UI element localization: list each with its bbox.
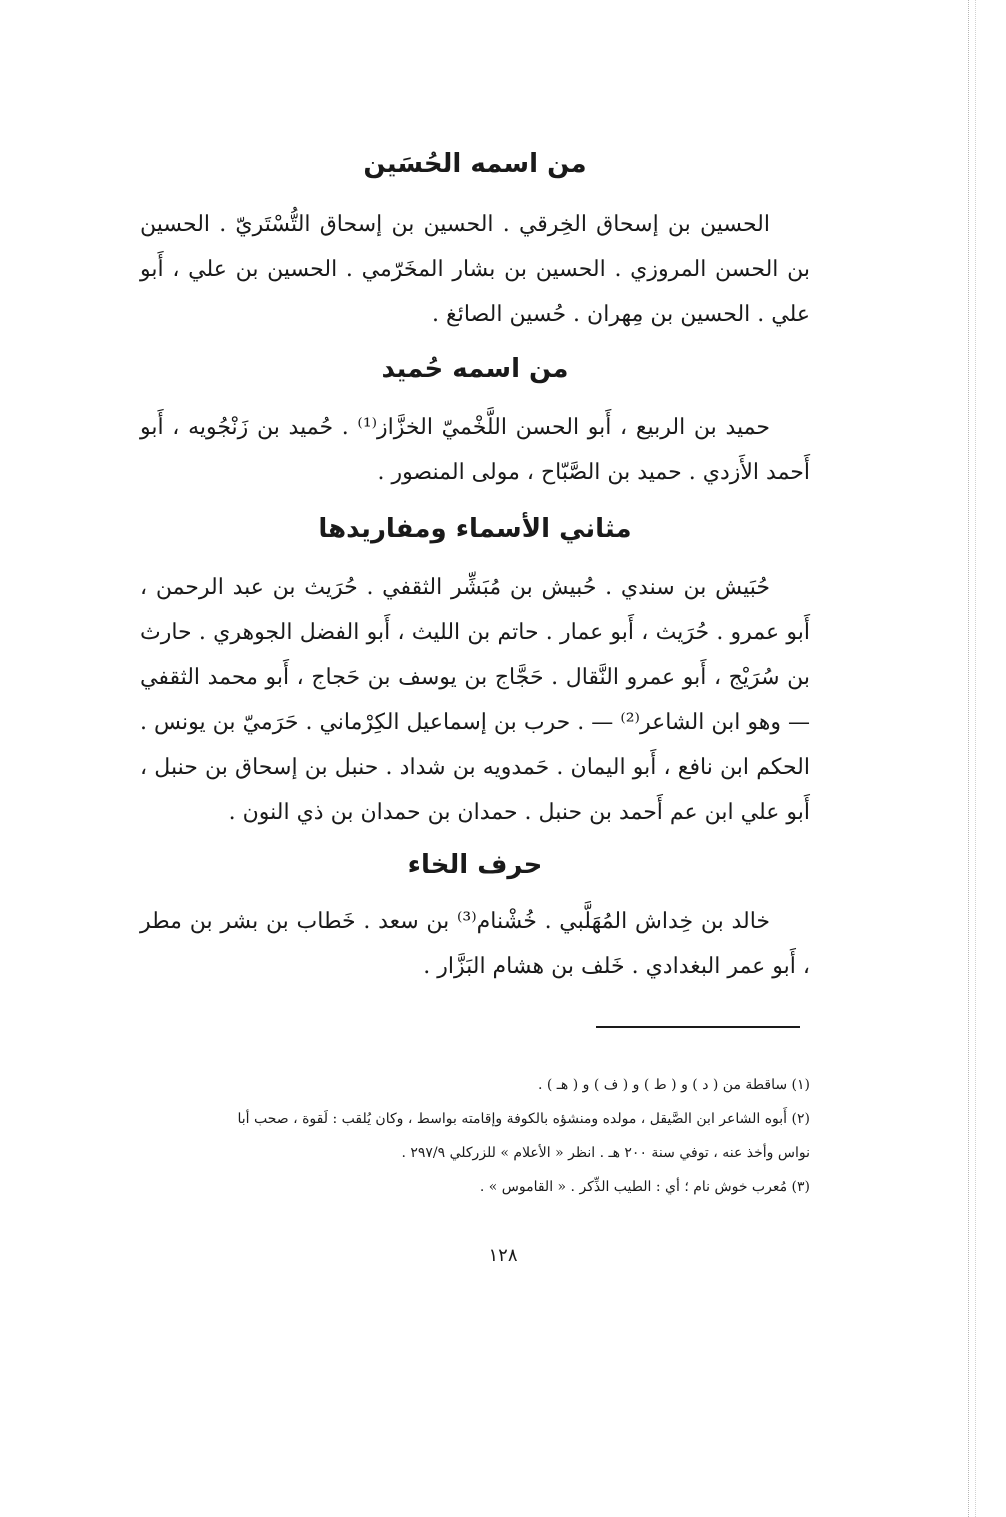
page-number: ١٢٨	[488, 1245, 518, 1266]
page-edge-line	[968, 0, 969, 1517]
section-text-humayd: حميد بن الربيع ، أَبو الحسن اللَّخْميّ الخزَّاز⁽¹⁾ . حُميد بن زَنْجُويه ، أَبو أَحمد الأَزدي . حميد بن الصَّبّاح ، مولى المنصور .	[140, 415, 810, 485]
section-heading-kha: حرف الخاء	[407, 850, 543, 880]
section-heading-husayn: من اسمه الحُسَين	[363, 149, 587, 179]
footnote-2-continuation: نواس وأخذ عنه ، توفي سنة ٢٠٠ هـ . انظر « الأعلام » للزركلي ٢٩٧/٩ .	[401, 1145, 810, 1161]
page-edge-line-secondary	[975, 0, 976, 1517]
section-text-husayn: الحسين بن إسحاق الخِرقي . الحسين بن إسحاق التُّسْتَريّ . الحسين بن الحسن المروزي . الحسين بن بشار المخَرّمي . الحسين بن علي ، أَبو علي . الحسين بن مِهران . حُسين الصائغ .	[140, 212, 810, 327]
footnote-1: (١) ساقطة من ( د ) و ( ط ) و ( ف ) و ( هـ ) .	[537, 1077, 810, 1093]
section-heading-mathani: مثاني الأسماء ومفاريدها	[318, 514, 632, 544]
section-text-mathani: حُبَيش بن سندي . حُبيش بن مُبَشِّر الثقفي . حُرَيث بن عبد الرحمن ، أَبو عمرو . حُرَيث ، أَبو عمار . حاتم بن الليث ، أَبو الفضل الجوهري . حارث بن سُرَيْج ، أَبو عمرو النَّقال . حَجَّاج بن يوسف بن حَجاج ، أَبو محمد الثقفي — وهو ابن الشاعر⁽²⁾ — . حرب بن إسماعيل الكِرْماني . حَرَميّ بن يونس . الحكم ابن نافع ، أَبو اليمان . حَمدويه بن شداد . حنبل بن إسحاق بن حنبل ، أَبو علي ابن عم أَحمد بن حنبل . حمدان بن حمدان بن ذي النون .	[140, 575, 810, 825]
main-text	[140, 140, 810, 989]
footnote-3: (٣) مُعرب خوش نام ؛ أي : الطيب الذِّكر . « القاموس » .	[479, 1179, 810, 1195]
section-text-kha: خالد بن خِداش المُهَلَّبي . خُشْنام⁽³⁾ بن سعد . خَطاب بن بشر بن مطر ، أَبو عمر البغدادي . خَلف بن هشام البَزَّار .	[140, 909, 810, 979]
footnote-2: (٢) أَبوه الشاعر ابن الصَّيقل ، مولده ومنشؤه بالكوفة وإقامته بواسط ، وكان يُلقب : لَقوة ، صحب أبا	[237, 1111, 810, 1127]
section-heading-humayd: من اسمه حُميد	[381, 354, 569, 384]
footnotes	[140, 1068, 810, 1204]
footnote-separator	[596, 1026, 800, 1028]
